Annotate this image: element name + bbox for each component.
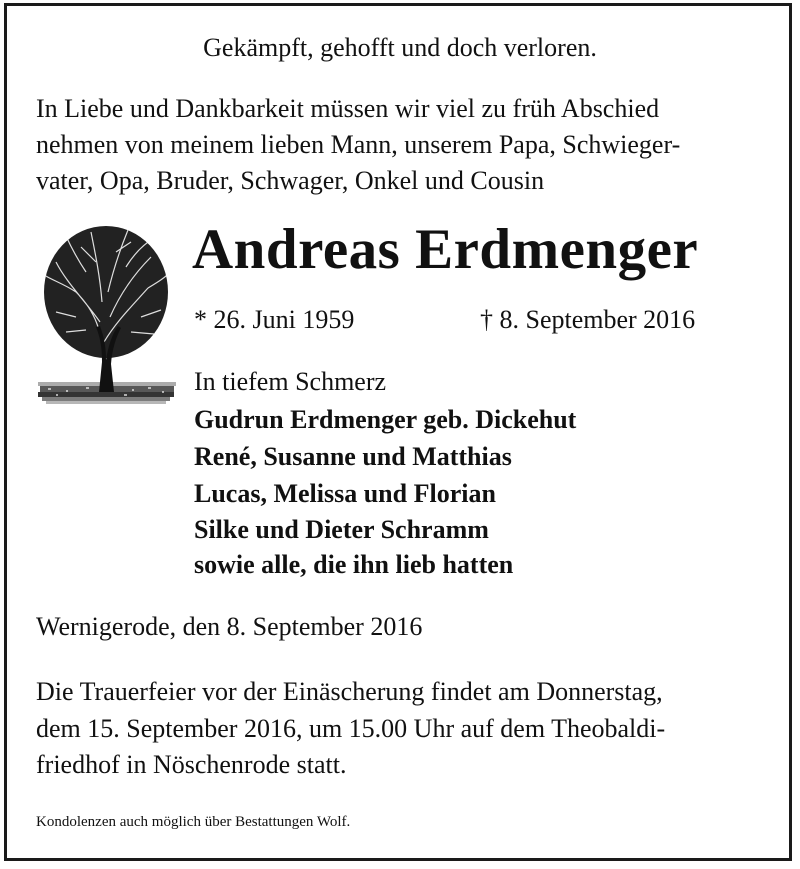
deceased-name: Andreas Erdmenger — [192, 218, 699, 281]
mourner-line-1: Gudrun Erdmenger geb. Dickehut — [194, 405, 577, 434]
intro-line-3: vater, Opa, Bruder, Schwager, Onkel und Cousin — [36, 166, 545, 195]
funeral-line-3: friedhof in Nöschenrode statt. — [36, 750, 347, 779]
mourners-intro: In tiefem Schmerz — [194, 367, 387, 396]
funeral-line-2: dem 15. September 2016, um 15.00 Uhr auf dem Theobaldi- — [36, 714, 666, 743]
mourner-line-4: Silke und Dieter Schramm — [194, 515, 489, 544]
motto: Gekämpft, gehofft und doch verloren. — [203, 33, 597, 62]
birth-date: * 26. Juni 1959 — [194, 305, 355, 334]
mourner-line-5: sowie alle, die ihn lieb hatten — [194, 550, 514, 579]
intro-line-2: nehmen von meinem lieben Mann, unserem Papa, Schwieger- — [36, 130, 681, 159]
funeral-line-1: Die Trauerfeier vor der Einäscherung findet am Donnerstag, — [36, 677, 663, 706]
place-date: Wernigerode, den 8. September 2016 — [36, 612, 423, 641]
condolence-note: Kondolenzen auch möglich über Bestattungen Wolf. — [36, 814, 351, 830]
intro-line-1: In Liebe und Dankbarkeit müssen wir viel zu früh Abschied — [36, 94, 660, 123]
death-date: † 8. September 2016 — [480, 305, 696, 334]
mourner-line-2: René, Susanne und Matthias — [194, 442, 512, 471]
mourner-line-3: Lucas, Melissa und Florian — [194, 479, 496, 508]
tree-icon — [36, 222, 178, 408]
